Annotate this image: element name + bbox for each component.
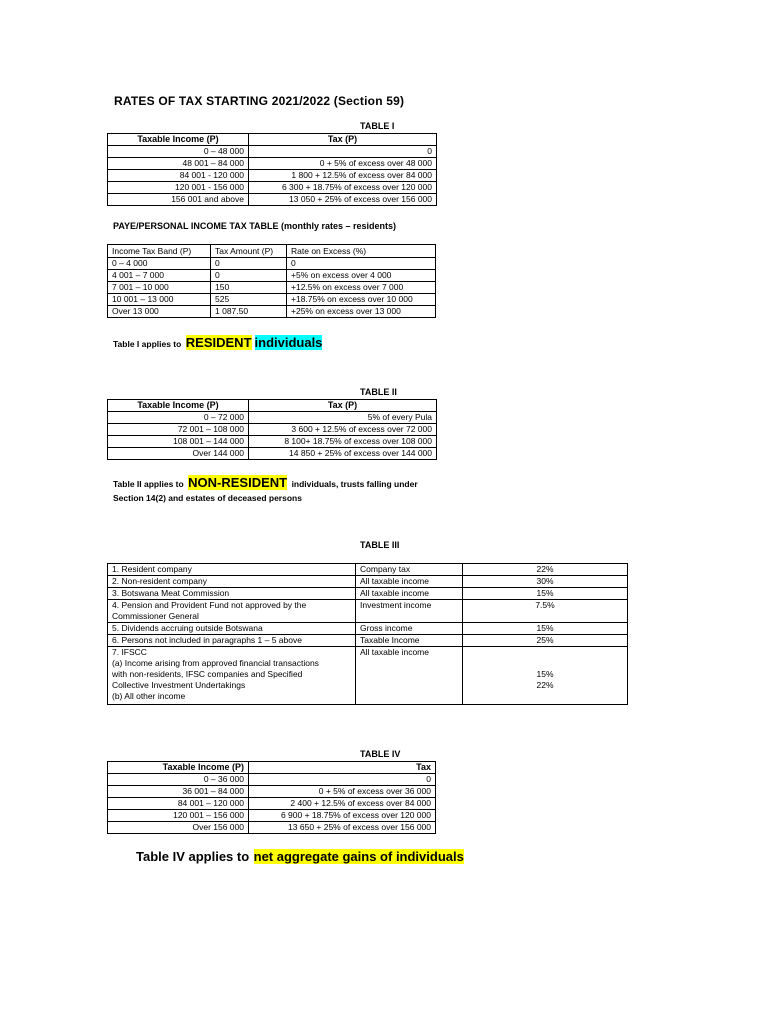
table-row [108, 798, 436, 810]
table-row [108, 448, 437, 460]
table-row [108, 306, 436, 318]
table-cell: 6 900 + 18.75% of excess over 120 000 [249, 810, 436, 822]
table-cell: 25% [463, 635, 628, 647]
ifscc-line: 7. IFSCC [112, 647, 147, 657]
table-cell: 13 050 + 25% of excess over 156 000 [249, 194, 437, 206]
table-2-header: Taxable Income (P) [108, 400, 249, 412]
table-cell: 13 650 + 25% of excess over 156 000 [249, 822, 436, 834]
table-row [108, 564, 628, 576]
ifscc-rate-a: 15% [536, 669, 554, 679]
table-cell: 48 001 – 84 000 [108, 158, 249, 170]
table-row [108, 623, 628, 635]
table-cell: 120 001 – 156 000 [108, 810, 249, 822]
table-cell: All taxable income [356, 588, 463, 600]
table-cell: 15% [463, 623, 628, 635]
table-cell: 0 + 5% of excess over 36 000 [249, 786, 436, 798]
table-cell: 0 – 72 000 [108, 412, 249, 424]
note-text: Table II applies to [113, 479, 184, 489]
table-cell: 0 [287, 258, 436, 270]
note-text: Table I applies to [113, 339, 182, 349]
table-cell: 0 [211, 258, 287, 270]
table-3 [107, 563, 628, 705]
table-cell: 120 001 - 156 000 [108, 182, 249, 194]
table-2 [107, 399, 437, 460]
table-2-label: TABLE II [360, 387, 397, 397]
ifscc-line: with non-residents, IFSC companies and Specified [112, 669, 303, 679]
note-text: Table IV applies to [136, 849, 250, 864]
table-1 [107, 133, 437, 206]
table-row [108, 412, 437, 424]
table-cell: Investment income [356, 600, 463, 623]
paye-title: PAYE/PERSONAL INCOME TAX TABLE (monthly rates – residents) [113, 221, 397, 231]
table-cell: Taxable Income [356, 635, 463, 647]
ifscc-rate-b: 22% [536, 680, 554, 690]
table-4-label: TABLE IV [360, 749, 401, 759]
non-resident-highlight: NON-RESIDENT [188, 475, 288, 490]
table-cell: Over 156 000 [108, 822, 249, 834]
table-cell: 7.5% [463, 600, 628, 623]
ifscc-line: (a) Income arising from approved financial transactions [112, 658, 319, 668]
note-text-line2: Section 14(2) and estates of deceased persons [113, 493, 302, 503]
table-cell: 10 001 – 13 000 [108, 294, 211, 306]
table-row [108, 158, 437, 170]
table-cell: 0 [249, 146, 437, 158]
table-cell: 525 [211, 294, 287, 306]
table-cell: 8 100+ 18.75% of excess over 108 000 [249, 436, 437, 448]
table-cell: Over 144 000 [108, 448, 249, 460]
table-cell: 22% [463, 564, 628, 576]
table-cell: +5% on excess over 4 000 [287, 270, 436, 282]
note-text: individuals, trusts falling under [291, 479, 418, 489]
table-cell: 15% [463, 588, 628, 600]
table-cell: 72 001 – 108 000 [108, 424, 249, 436]
table-cell: 156 001 and above [108, 194, 249, 206]
table-cell: 0 – 4 000 [108, 258, 211, 270]
table-row [108, 270, 436, 282]
paye-header: Income Tax Band (P) [108, 245, 211, 258]
table-cell: 0 [211, 270, 287, 282]
individuals-highlight: individuals [254, 335, 323, 350]
table-1-header: Taxable Income (P) [108, 134, 249, 146]
table-cell: 0 [249, 774, 436, 786]
table-row [108, 436, 437, 448]
table-row [108, 258, 436, 270]
paye-header: Tax Amount (P) [211, 245, 287, 258]
table-cell: 2. Non-resident company [108, 576, 356, 588]
paye-table [107, 244, 436, 318]
table-cell: +12.5% on excess over 7 000 [287, 282, 436, 294]
table-cell [108, 647, 356, 705]
table-cell: 6. Persons not included in paragraphs 1 – 5 above [108, 635, 356, 647]
table-row [108, 194, 437, 206]
table-cell: +25% on excess over 13 000 [287, 306, 436, 318]
table-cell: 1 087.50 [211, 306, 287, 318]
table-row [108, 146, 437, 158]
table-cell: Gross income [356, 623, 463, 635]
table-cell: Company tax [356, 564, 463, 576]
table-row-ifscc [108, 647, 628, 705]
table-cell: All taxable income [356, 647, 463, 705]
table-row [108, 600, 628, 623]
table-row [108, 786, 436, 798]
table-cell: 150 [211, 282, 287, 294]
table-cell: 4. Pension and Provident Fund not approved by the Commissioner General [108, 600, 356, 623]
table-cell: 3. Botswana Meat Commission [108, 588, 356, 600]
table-row [108, 424, 437, 436]
table-row [108, 170, 437, 182]
table-2-note [113, 474, 418, 492]
table-cell: 14 850 + 25% of excess over 144 000 [249, 448, 437, 460]
table-cell: 5. Dividends accruing outside Botswana [108, 623, 356, 635]
ifscc-line: (b) All other income [112, 691, 186, 701]
net-gains-highlight: net aggregate gains of individuals [253, 849, 464, 864]
table-row [108, 635, 628, 647]
table-1-header: Tax (P) [249, 134, 437, 146]
table-2-header: Tax (P) [249, 400, 437, 412]
table-4-header: Taxable Income (P) [108, 762, 249, 774]
table-cell: 5% of every Pula [249, 412, 437, 424]
table-row [108, 588, 628, 600]
table-cell: 4 001 – 7 000 [108, 270, 211, 282]
table-cell: +18.75% on excess over 10 000 [287, 294, 436, 306]
table-cell: 36 001 – 84 000 [108, 786, 249, 798]
table-row [108, 822, 436, 834]
table-cell: All taxable income [356, 576, 463, 588]
table-4-note [136, 848, 464, 866]
paye-header: Rate on Excess (%) [287, 245, 436, 258]
table-row [108, 774, 436, 786]
table-cell: 1. Resident company [108, 564, 356, 576]
table-row [108, 282, 436, 294]
table-cell: 108 001 – 144 000 [108, 436, 249, 448]
table-cell: 84 001 – 120 000 [108, 798, 249, 810]
table-cell: 0 – 36 000 [108, 774, 249, 786]
ifscc-line: Collective Investment Undertakings [112, 680, 246, 690]
table-row [108, 182, 437, 194]
table-cell: Over 13 000 [108, 306, 211, 318]
table-cell: 6 300 + 18.75% of excess over 120 000 [249, 182, 437, 194]
table-4-header: Tax [249, 762, 436, 774]
table-3-label: TABLE III [360, 540, 400, 550]
table-cell: 84 001 - 120 000 [108, 170, 249, 182]
table-cell [463, 647, 628, 705]
table-cell: 2 400 + 12.5% of excess over 84 000 [249, 798, 436, 810]
table-row [108, 810, 436, 822]
table-cell: 1 800 + 12.5% of excess over 84 000 [249, 170, 437, 182]
table-row [108, 576, 628, 588]
table-1-note [113, 334, 322, 352]
table-row [108, 294, 436, 306]
table-cell: 3 600 + 12.5% of excess over 72 000 [249, 424, 437, 436]
resident-highlight: RESIDENT [185, 335, 252, 350]
table-1-label: TABLE I [360, 121, 395, 131]
table-cell: 0 + 5% of excess over 48 000 [249, 158, 437, 170]
table-cell: 30% [463, 576, 628, 588]
table-cell: 0 – 48 000 [108, 146, 249, 158]
table-cell: 7 001 – 10 000 [108, 282, 211, 294]
page-title: RATES OF TAX STARTING 2021/2022 (Section 59) [114, 94, 405, 108]
table-4 [107, 761, 436, 834]
